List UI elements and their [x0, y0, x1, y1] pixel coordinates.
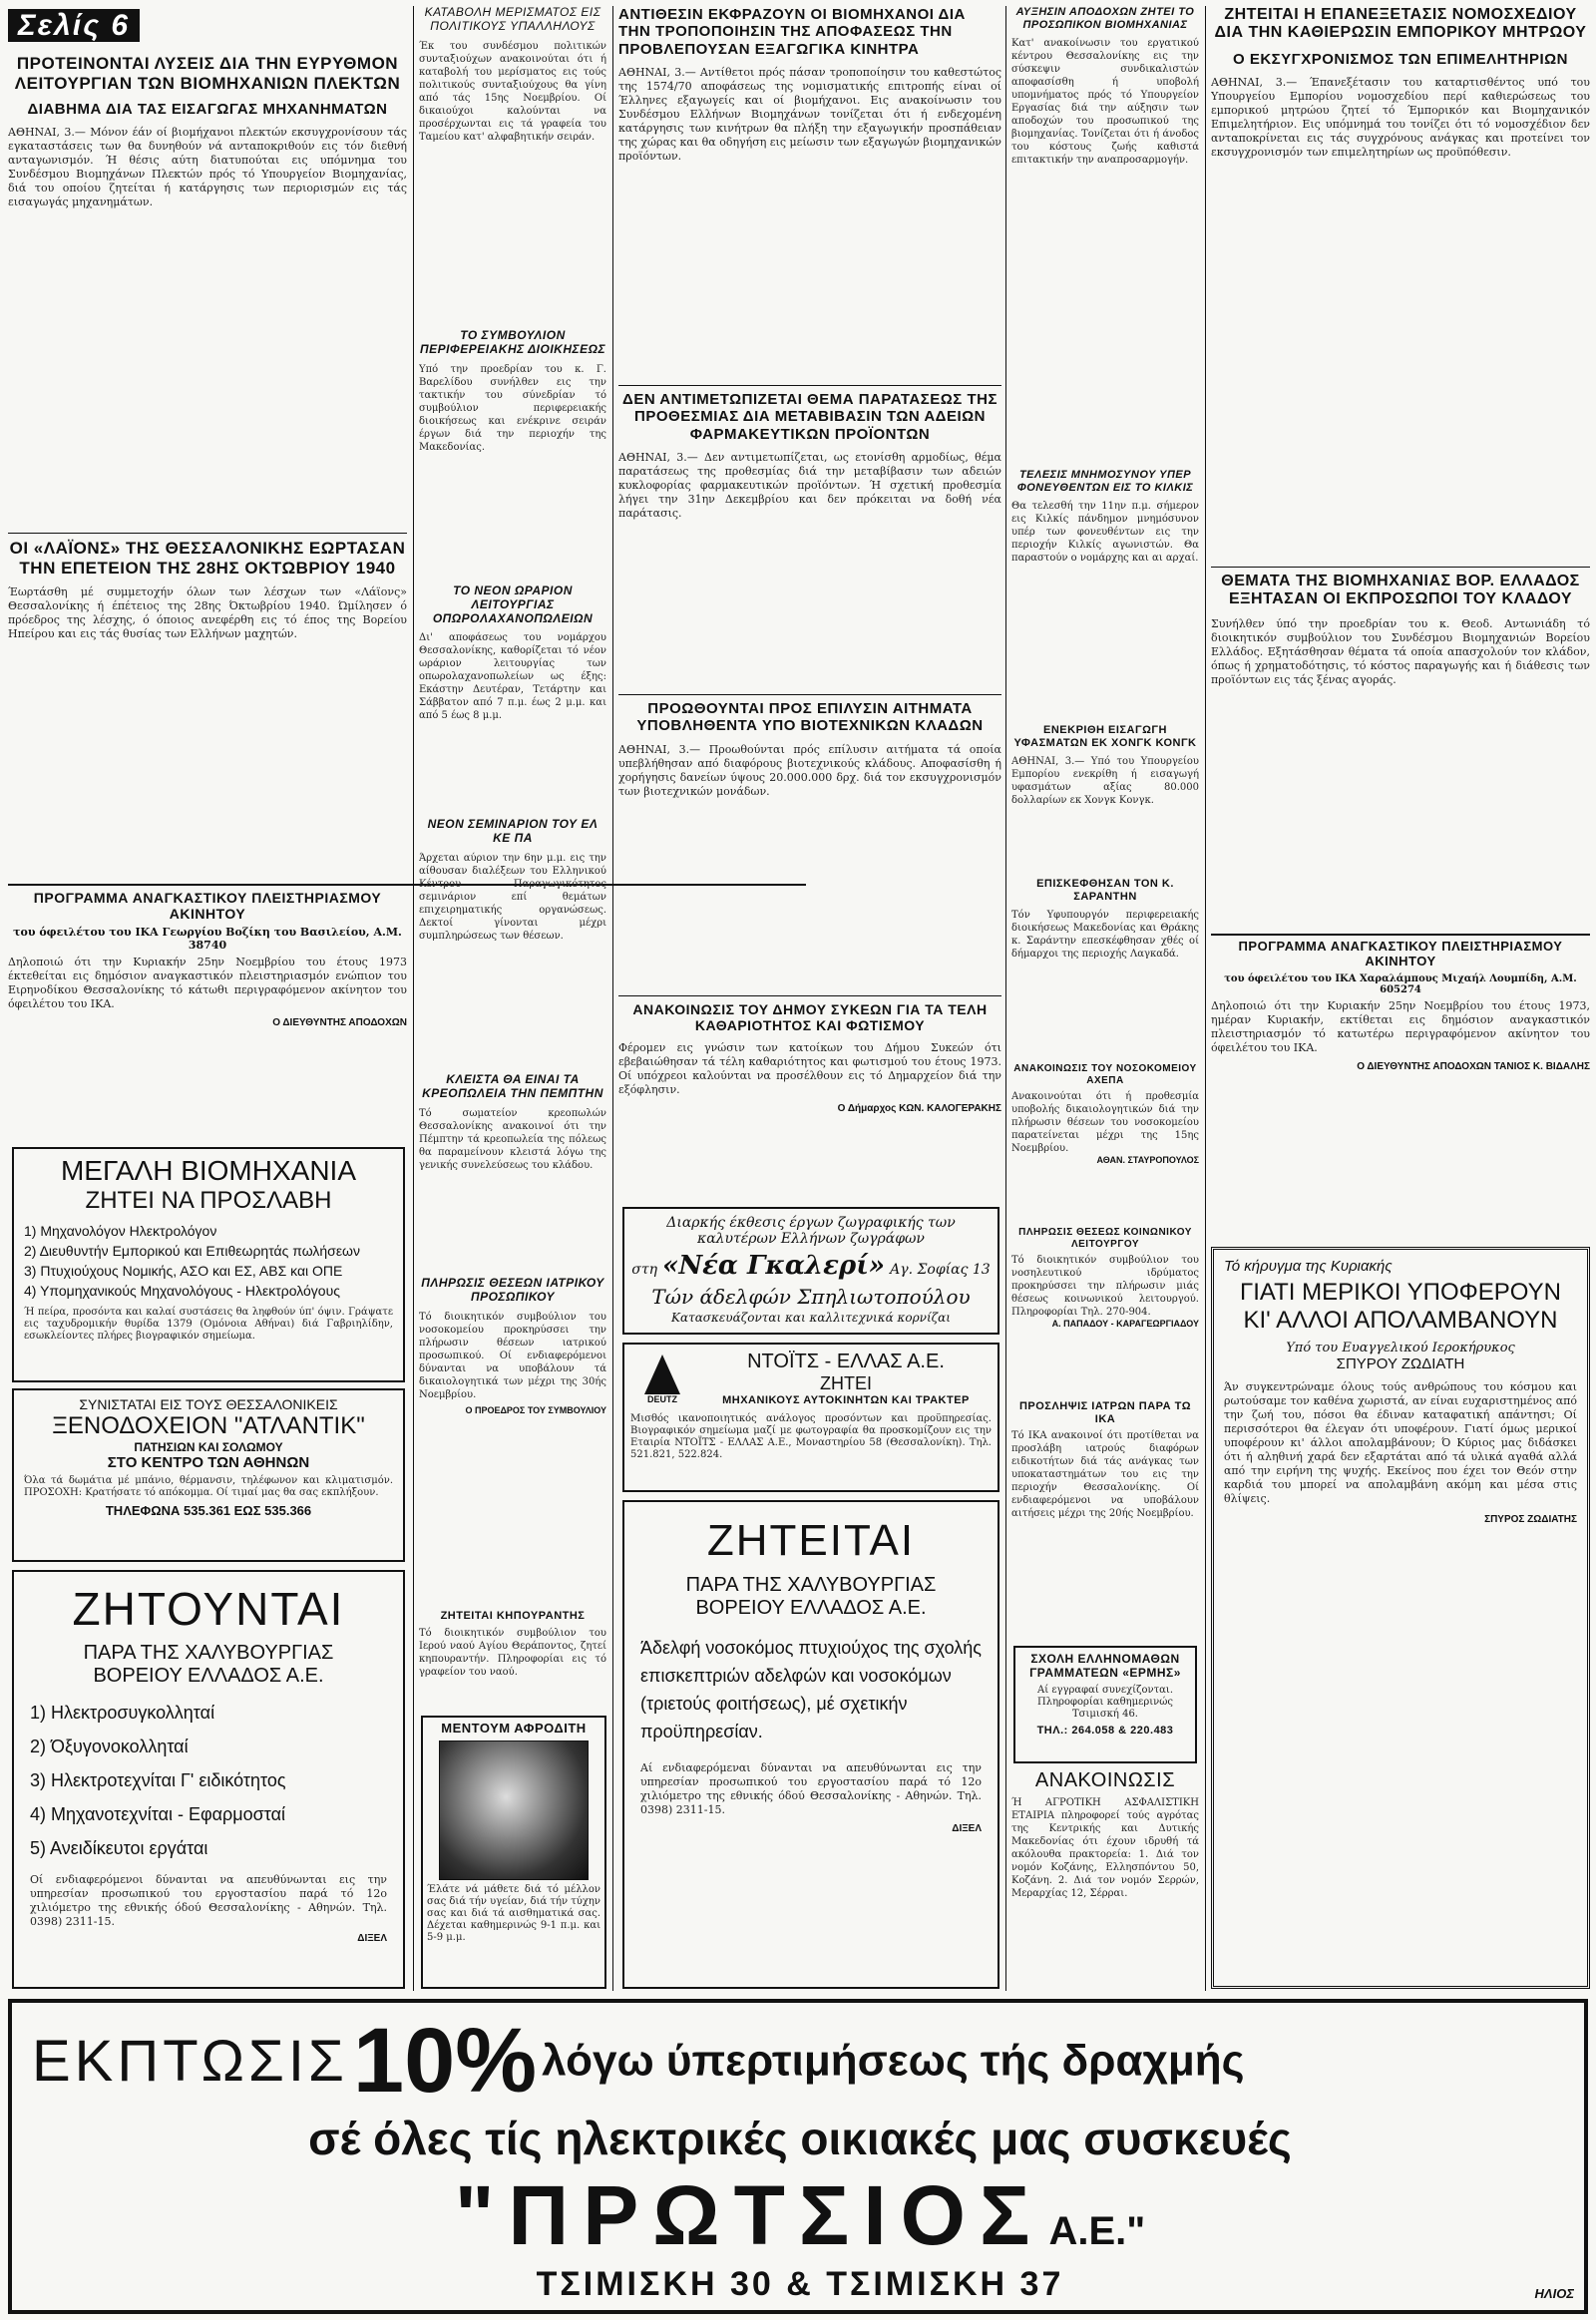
- steel1-h2: ΠΑΡΑ ΤΗΣ ΧΑΛΥΒΟΥΡΓΙΑΣ: [83, 1642, 334, 1664]
- column-divider: [413, 6, 414, 1991]
- headline-pharma-licenses: ΔΕΝ ΑΝΤΙΜΕΤΩΠΙΖΕΤΑΙ ΘΕΜΑ ΠΑΡΑΤΑΣΕΩΣ ΤΗΣ ΠΡΟΘΕΣΜΙΑΣ ΔΙΑ ΜΕΤΑΒΙΒΑΣΙΝ ΤΩΝ ΑΔΕΙΩΝ ΦΑΡΜΑΚΕΥΤΙΚΩΝ ΠΡΟΪΟΝΤΩΝ: [622, 391, 998, 443]
- headline-export-incentives: ΑΝΤΙΘΕΣΙΝ ΕΚΦΡΑΖΟΥΝ ΟΙ ΒΙΟΜΗΧΑΝΟΙ ΔΙΑ ΤΗΝ ΤΡΟΠΟΠΟΙΗΣΙΝ ΤΗΣ ΑΠΟΦΑΣΕΩΣ ΤΗΝ ΠΡΟΒΛΕΠΟΥΣΑΝ ΕΞΑΓΩΓΙΚΑ ΚΙΝΗΤΡΑ: [618, 6, 966, 58]
- subhead-knitwear: ΔΙΑΒΗΜΑ ΔΙΑ ΤΑΣ ΕΙΣΑΓΩΓΑΣ ΜΗΧΑΝΗΜΑΤΩΝ: [27, 101, 388, 119]
- hotel-line1: ΣΥΝΙΣΤΑΤΑΙ ΕΙΣ ΤΟΥΣ ΘΕΣΣΑΛΟΝΙΚΕΙΣ: [79, 1396, 338, 1412]
- school-body: Αί εγγραφαί συνεχίζονται. Πληροφορίαι καθημερινώς Τσιμισκή 46.: [1037, 1684, 1173, 1720]
- steel2-body: Άδελφή νοσοκόμος πτυχιούχος της σχολής επισκεπτριών αδελφών και νοσοκόμων (τριετούς φοιτήσεως), μέ σχετικήν προϋπηρεσίαν.: [640, 1638, 982, 1741]
- gallery-addr: Αγ. Σοφίας 13: [890, 1262, 991, 1278]
- article-auction-2: [1211, 940, 1590, 1239]
- divider: [618, 995, 1001, 996]
- hotel-address: ΠΑΤΗΣΙΩΝ ΚΑΙ ΣΟΛΩΜΟΥ: [134, 1440, 283, 1454]
- headline-memorial: ΤΕΛΕΣΙΣ ΜΝΗΜΟΣΥΝΟΥ ΥΠΕΡ ΦΟΝΕΥΘΕΝΤΩΝ ΕΙΣ ΤΟ ΚΙΛΚΙΣ: [1016, 469, 1194, 494]
- ad-steel-zitetai: [622, 1500, 999, 1989]
- headline-sykies-fees: ΑΝΑΚΟΙΝΩΣΙΣ ΤΟΥ ΔΗΜΟΥ ΣΥΚΕΩΝ ΓΙΑ ΤΑ ΤΕΛΗ ΚΑΘΑΡΙΟΤΗΤΟΣ ΚΑΙ ΦΩΤΙΣΜΟΥ: [632, 1001, 988, 1034]
- banner-brand-suffix: Α.Ε.": [1048, 2209, 1146, 2253]
- banner-discount-value: 10%: [352, 2010, 538, 2109]
- sermon-headline-2: ΚΙ' ΑΛΛΟΙ ΑΠΟΛΑΜΒΑΝΟΥΝ: [1243, 1307, 1558, 1334]
- page-number-tag: [8, 6, 207, 50]
- headline-crafts-requests: ΠΡΟΩΘΟΥΝΤΑΙ ΠΡΟΣ ΕΠΙΛΥΣΙΝ ΑΙΤΗΜΑΤΑ ΥΠΟΒΛΗΘΕΝΤΑ ΥΠΟ ΒΙΟΤΕΧΝΙΚΩΝ ΚΛΑΔΩΝ: [636, 700, 984, 735]
- school-tel: ΤΗΛ.: 264.058 & 220.483: [1036, 1724, 1174, 1737]
- steel1-job: 4) Μηχανοτεχνίται - Εφαρμοσταί: [30, 1804, 286, 1824]
- headline-ika-doctors: ΠΡΟΣΛΗΨΙΣ ΙΑΤΡΩΝ ΠΑΡΑ ΤΩ ΙΚΑ: [1018, 1400, 1192, 1425]
- steel1-h3: ΒΟΡΕΙΟΥ ΕΛΛΑΔΟΣ Α.Ε.: [93, 1665, 324, 1687]
- article-medical-posts: [419, 1277, 606, 1606]
- body-northern-industry: Συνήλθεν ύπό την προεδρίαν του κ. Θεοδ. Αντωνιάδη τό διοικητικόν συμβούλιον του Συνδέσμου Βιομηχανιών Βορείου Ελλάδος. Εξητάσθησαν θέματα τά οποία απασχολούν τον κλάδον, όπως ή χρηματοδότησις, τό κόστος παραγωγής και ή διάθεσις των προϊόντων εις τάς ξένας αγοράς.: [1211, 616, 1590, 686]
- article-auction-1: [8, 890, 407, 1139]
- body-sykies-fees: Φέρομεν εις γνώσιν των κατοίκων του Δήμου Συκεών ότι εβεβαιώθησαν τά τέλη καθαριότητος και φωτισμού του έτους 1973. Οί υπόχρεοι καλούνται να προσέλθουν εις τό Δημαρχείον διά την εξόφλησιν.: [618, 1041, 1001, 1097]
- divider: [1211, 934, 1590, 936]
- headline-butchers: ΚΛΕΙΣΤΑ ΘΑ ΕΙΝΑΙ ΤΑ ΚΡΕΟΠΩΛΕΙΑ ΤΗΝ ΠΕΜΠΤΗΝ: [422, 1073, 603, 1100]
- body-memorial: Θα τελεσθή την 11ην π.μ. σήμερον εις Κιλκίς πάνδημον μνημόσυνον υπέρ των φονευθέντων εις την περιοχήν Κιλκίς αγωνιστών. Θα παραστούν ο νομάρχης και αι αρχαί.: [1011, 501, 1199, 565]
- article-fabrics-import: [1011, 724, 1199, 874]
- article-wage-increase: [1011, 6, 1199, 465]
- article-commercial-registry: [1211, 6, 1590, 565]
- article-crafts-requests: [618, 700, 1001, 993]
- hotel-phone-label: ΤΗΛΕΦΩΝΑ: [105, 1503, 181, 1518]
- article-northern-industry: [1211, 573, 1590, 932]
- body-butchers: Τό σωματείον κρεοπωλών Θεσσαλονίκης ανακοινοί ότι την Πέμπτην τά κρεοπωλεία της πόλεως θα παραμείνουν κλειστά λόγω της γενικής συνελεύσεως του κλάδου.: [419, 1107, 606, 1171]
- steel1-h1: ΖΗΤΟΥΝΤΑΙ: [72, 1583, 345, 1635]
- hotel-desc: Όλα τά δωμάτια μέ μπάνιο, θέρμανσιν, τηλέφωνον και κλιματισμόν. ΠΡΟΣΟΧΗ: Κρατήσατε τό απόκομμα. Οί τιμαί μας θα σας εκπλήξουν.: [24, 1475, 393, 1498]
- deutz-sub: ΜΗΧΑΝΙΚΟΥΣ ΑΥΤΟΚΙΝΗΤΩΝ ΚΑΙ ΤΡΑΚΤΕΡ: [722, 1394, 970, 1406]
- ad-deutz-hellas: [622, 1343, 999, 1492]
- body-announcements: Ή ΑΓΡΟΤΙΚΗ ΑΣΦΑΛΙΣΤΙΚΗ ΕΤΑΙΡΙΑ πληροφορεί τούς αγρότας της Κεντρικής και Δυτικής Μακεδονίας ότι έχουν ιδρυθή τά ακόλουθα πρακτορεία: 1. Διά τον νομόν Κοζάνης, Ελλησπόντου 50, Κοζάνη. 2. Διά τον νομόν Σερρών, Μεραρχίας 12, Σέρραι.: [1011, 1797, 1199, 1899]
- mentoum-title: ΜΕΝΤΟΥΜ ΑΦΡΟΔΙΤΗ: [441, 1721, 587, 1736]
- article-regional-council: [419, 329, 606, 579]
- hotel-name: ΞΕΝΟΔΟΧΕΙΟΝ "ΑΤΛΑΝΤΙΚ": [52, 1412, 365, 1439]
- headline-dividend: ΚΑΤΑΒΟΛΗ ΜΕΡΙΣΜΑΤΟΣ ΕΙΣ ΠΟΛΙΤΙΚΟΥΣ ΥΠΑΛΛΗΛΟΥΣ: [424, 6, 601, 33]
- ad-industry-h1: ΜΕΓΑΛΗ ΒΙΟΜΗΧΑΝΙΑ: [60, 1155, 357, 1186]
- sermon-author: ΣΠΥΡΟΥ ΖΩΔΙΑΤΗ: [1336, 1355, 1465, 1372]
- body-pharma-licenses: ΑΘΗΝΑΙ, 3.— Δεν αντιμετωπίζεται, ως ετονίσθη αρμοδίως, θέμα παρατάσεως της προθεσμίας διά την μεταβίβασιν των αδειών κυκλοφορίας φαρμακευτικών προϊόντων. Ή σχετική προθεσμία λήγει την 31ην Δεκεμβρίου και δεν πρόκειται να δοθή νέα παράτασις.: [618, 450, 1001, 520]
- steel1-job: 1) Ηλεκτροσυγκολληταί: [30, 1703, 215, 1723]
- banner-discount-word: ΕΚΠΤΩΣΙΣ: [32, 2029, 348, 2094]
- subhead-commercial-registry: Ο ΕΚΣΥΓΧΡΟΝΙΣΜΟΣ ΤΩΝ ΕΠΙΜΕΛΗΤΗΡΙΩΝ: [1233, 50, 1568, 68]
- article-gardener: [419, 1610, 606, 1710]
- ad-big-industry: [12, 1147, 405, 1382]
- steel1-sig: ΔΙΞΕΛ: [357, 1933, 387, 1944]
- body-seminar: Άρχεται αύριον την 6ην μ.μ. εις την αίθουσαν διαλέξεων του Ελληνικού Κέντρου Παραγωγικότητος σεμινάριον επί θεμάτων επιχειρηματικής οργανώσεως. Δεκτοί γίνονται μέχρι συμπληρώσεως των θέσεων.: [419, 852, 606, 942]
- gallery-line1: Διαρκής έκθεσις έργων ζωγραφικής των καλυτέρων Ελλήνων ζωγράφων: [666, 1215, 956, 1247]
- banner-protsios: [8, 1999, 1588, 2314]
- divider: [8, 533, 407, 534]
- banner-line-2: σέ όλες τίς ηλεκτρικές οικιακές μας συσκευές: [308, 2113, 1292, 2164]
- headline-auction-1: ΠΡΟΓΡΑΜΜΑ ΑΝΑΓΚΑΣΤΙΚΟΥ ΠΛΕΙΣΤΗΡΙΑΣΜΟΥ ΑΚΙΝΗΤΟΥ: [33, 890, 382, 923]
- banner-brand: [32, 2170, 1568, 2260]
- gallery-line3: Κατασκευάζονται και καλλιτεχνικά κορνίζαι: [671, 1311, 951, 1325]
- gallery-name: «Νέα Γκαλερί»: [662, 1251, 886, 1281]
- divider: [1211, 567, 1590, 568]
- article-butchers: [419, 1073, 606, 1273]
- body-regional-council: Υπό την προεδρίαν του κ. Γ. Βαρελίδου συνήλθεν εις την τακτικήν του σύνεδρίαν τό συμβούλιον περιφερειακής διοικήσεως και ενέκρινε σειράν έργων διά την περιοχήν της Μακεδονίας.: [419, 363, 606, 453]
- body-export-incentives: ΑΘΗΝΑΙ, 3.— Αντίθετοι πρός πάσαν τροποποίησιν του καθεστώτος της 1574/70 αποφάσεως της νομισματικής επιτροπής είναι οί Έλληνες εξαγωγείς και οί βιομήχανοι. Εις ανακοίνωσιν του Συνδέσμου Ελλήνων Βιομηχάνων τονίζεται ότι ή ενδεχομένη κατάργησις των κινήτρων θα πλήξη την εξαγωγικήν προσπάθειαν της χώρας και θα οδηγήση εις μείωσιν των εξαγωγών βιομηχανικών προϊόντων.: [618, 65, 1001, 163]
- headline-sarantis-visit: ΕΠΙΣΚΕΦΘΗΣΑΝ ΤΟΝ Κ. ΣΑΡΑΝΤΗΝ: [1036, 878, 1174, 903]
- body-auction-1: Δηλοποιώ ότι την Κυριακήν 25ην Νοεμβρίου του έτους 1973 έκτεθείται εις δημόσιον αναγκαστικόν πλειστηριασμόν ενώπιον του Ειρηνοδίκου Θεσσαλονίκης τό κάτωθι περιγραφόμενον ακίνητον του όφειλέτου του ΙΚΑ.: [8, 956, 407, 1011]
- ad-industry-note: Ή πείρα, προσόντα και καλαί συστάσεις θα ληφθούν ύπ' όψιν. Γράψατε εις ταχυδρομικήν θυρίδα 1379 (Ομόνοια Αθήναι) διά Γαβριηλίδην, εσωκλείοντες πλήρες βιογραφικόν σημείωμα.: [24, 1307, 393, 1342]
- deutz-logo: [632, 1354, 692, 1414]
- steel1-note: Οί ενδιαφερόμενοι δύνανται να απευθύνωνται εις την υπηρεσίαν προσωπικού του εργοστασίου παρά τό 12ο χιλιόμετρο της εθνικής όδού Θεσσαλονίκης - Αθηνών. Τηλ. 0398) 2311-15.: [30, 1873, 387, 1928]
- steel2-h1: ΖΗΤΕΙΤΑΙ: [706, 1516, 916, 1565]
- steel2-sig: ΔΙΞΕΛ: [952, 1823, 982, 1834]
- mentoum-body: Έλάτε νά μάθετε διά τό μέλλον σας διά τήν υγείαν, διά τήν τύχην σας και διά τά αισθηματικά σας. Δέχεται καθημερινώς 9-1 π.μ. και 5-9 μ.μ.: [427, 1883, 600, 1943]
- headline-wage-increase: ΑΥΞΗΣΙΝ ΑΠΟΔΟΧΩΝ ΖΗΤΕΙ ΤΟ ΠΡΟΣΩΠΙΚΟΝ ΒΙΟΜΗΧΑΝΙΑΣ: [1015, 6, 1195, 31]
- headline-grocer-hours: ΤΟ ΝΕΟΝ ΩΡΑΡΙΟΝ ΛΕΙΤΟΥΡΓΙΑΣ ΟΠΩΡΟΛΑΧΑΝΟΠΩΛΕΙΩΝ: [432, 584, 594, 625]
- column-divider: [1005, 6, 1006, 1991]
- steel1-job-list: [30, 1696, 387, 1865]
- column-divider: [1205, 6, 1206, 1991]
- headline-achepa: ΑΝΑΚΟΙΝΩΣΙΣ ΤΟΥ ΝΟΣΟΚΟΜΕΙΟΥ ΑΧΕΠΑ: [1013, 1063, 1197, 1086]
- sermon-sig: ΣΠΥΡΟΣ ΖΩΔΙΑΤΗΣ: [1484, 1514, 1577, 1525]
- article-sykies-fees: [618, 1001, 1001, 1201]
- ad-industry-h2: ΖΗΤΕΙ ΝΑ ΠΡΟΣΛΑΒΗ: [85, 1187, 332, 1214]
- headline-fabrics-import: ΕΝΕΚΡΙΘΗ ΕΙΣΑΓΩΓΗ ΥΦΑΣΜΑΤΩΝ ΕΚ ΧΟΝΓΚ ΚΟΝΓΚ: [1013, 724, 1197, 749]
- steel1-job: 2) Όξυγονοκολληταί: [30, 1737, 189, 1756]
- article-sarantis-visit: [1011, 878, 1199, 1057]
- hotel-phones: [24, 1503, 393, 1518]
- headline-lions: ΟΙ «ΛΑΪΟΝΣ» ΤΗΣ ΘΕΣΣΑΛΟΝΙΚΗΣ ΕΩΡΤΑΣΑΝ ΤΗΝ ΕΠΕΤΕΙΟΝ ΤΗΣ 28ΗΣ ΟΚΤΩΒΡΙΟΥ 1940: [9, 539, 406, 578]
- body-dividend: Έκ του συνδέσμου πολιτικών συνταξιούχων ανακοινούται ότι ή καταβολή του μερίσματος εις τούς πολιτικούς συνταξιούχους θα γίνη από τάς 15ης Νοεμβρίου. Οί δικαιούχοι καλούνται να προσέρχωνται εις τά γραφεία του Ταμείου κατ' αλφαβητικήν σειράν.: [419, 40, 606, 143]
- body-gardener: Τό διοικητικόν συμβούλιον του Ιερού ναού Αγίου Θεράποντος, ζητεί κηπουραντήν. Πληροφορίαι εις τό γραφείον του ναού.: [419, 1627, 606, 1678]
- ad-nea-gallery: [622, 1207, 999, 1335]
- steel2-h2: ΠΑΡΑ ΤΗΣ ΧΑΛΥΒΟΥΡΓΙΑΣ: [685, 1574, 937, 1596]
- ad-steel-zitountai: [12, 1570, 405, 1989]
- article-announcements: [1011, 1769, 1199, 1989]
- body-auction-2: Δηλοποιώ ότι την Κυριακήν 25ην Νοεμβρίου του έτους 1973, ημέραν Κυριακήν, εκτίθεται εις δημόσιον αναγκαστικόν πλειστηριασμόν τό κατωτέρω περιγραφόμενον ακίνητον του όφειλέτου του ΙΚΑ.: [1211, 998, 1590, 1054]
- steel1-job: 3) Ηλεκτροτεχνίται Γ' ειδικότητος: [30, 1770, 286, 1790]
- gallery-at: στη: [631, 1262, 657, 1278]
- deutz-body: Μισθός ικανοποιητικός ανάλογος προσόντων και προϋπηρεσίας. Βιογραφικόν σημείωμα μαζί με φωτογραφία θα προσκομίζουν εις την Εταιρία ΝΤΟΪΤΣ - ΕΛΛΑΣ Α.Ε., Μοναστηρίου 58 (Θεσσαλονίκη). Τηλ. 521.821, 522.824.: [630, 1412, 992, 1460]
- body-medical-posts: Τό διοικητικόν συμβούλιον του νοσοκομείου προκηρύσσει την πλήρωσιν θέσεων ιατρικού προσωπικού. Οί ενδιαφερόμενοι δύνανται να υποβάλουν τά δικαιολογητικά των μέχρι της 30ής Νοεμβρίου.: [419, 1311, 606, 1400]
- body-fabrics-import: ΑΘΗΝΑΙ, 3.— Υπό του Υπουργείου Εμπορίου ενεκρίθη ή εισαγωγή υφασμάτων αξίας 80.000 δολλαρίων εκ Χονγκ Κονγκ.: [1011, 756, 1199, 807]
- deutz-headline: ΝΤΟΪΤΣ - ΕΛΛΑΣ Α.Ε.: [747, 1351, 945, 1372]
- body-crafts-requests: ΑΘΗΝΑΙ, 3.— Προωθούνται πρός επίλυσιν αιτήματα τά οποία υπεβλήθησαν από διαφόρους βιοτεχνικούς κλάδους. Αποφασίσθη ή χορήγησις δανείων ύψους 20.000.000 δρχ. διά τον εκσυγχρονισμόν των βιοτεχνικών μονάδων.: [618, 742, 1001, 798]
- banner-signature: ΗΛΙΟΣ: [1534, 2286, 1574, 2301]
- headline-regional-council: ΤΟ ΣΥΜΒΟΥΛΙΟΝ ΠΕΡΙΦΕΡΕΙΑΚΗΣ ΔΙΟΙΚΗΣΕΩΣ: [419, 329, 606, 356]
- ad-industry-item: 4) Υπομηχανικούς Μηχανολόγους - Ηλεκτρολόγους: [24, 1283, 340, 1299]
- headline-gardener: ΖΗΤΕΙΤΑΙ ΚΗΠΟΥΡΑΝΤΗΣ: [440, 1610, 586, 1622]
- article-ika-doctors: [1011, 1400, 1199, 1640]
- article-social-worker: [1011, 1227, 1199, 1396]
- gallery-name-row: [630, 1251, 992, 1281]
- banner-line-1: [32, 2009, 1568, 2109]
- article-pharma-licenses: [618, 391, 1001, 690]
- banner-discount-reason: λόγω ύπερτιμήσεως τής δραχμής: [542, 2036, 1245, 2086]
- body-sarantis-visit: Τόν Υφυπουργόν περιφερειακής διοικήσεως Μακεδονίας και Θράκης κ. Σαράντην επεσκέφθησαν χθές οί δήμαρχοι της περιοχής Λαγκαδά.: [1011, 910, 1199, 961]
- article-achepa: [1011, 1063, 1199, 1223]
- deutz-logo-text: DEUTZ: [647, 1394, 677, 1404]
- steel2-h3: ΒΟΡΕΙΟΥ ΕΛΛΑΔΟΣ Α.Ε.: [695, 1597, 927, 1619]
- article-export-incentives: [618, 6, 1001, 381]
- article-seminar: [419, 818, 606, 1067]
- subhead-auction-1: του όφειλέτου του ΙΚΑ Γεωργίου Βοζίκη του Βασιλείου, Α.Μ. 38740: [13, 926, 402, 953]
- gallery-line2: Τών άδελφών Σπηλιωτοπούλου: [651, 1285, 971, 1309]
- body-wage-increase: Κατ' ανακοίνωσιν του εργατικού κέντρου Θεσσαλονίκης εις την σύσκεψιν συνδικαλιστών αποφασίσθη ή υποβολή υπομνήματος πρός τό Υπουργείον Εργασίας διά την αύξησιν των αποδοχών του προσωπικού της βιομηχανίας. Τονίζεται ότι ή άνοδος του κόστους ζωής καθιστά επιτακτικήν την αναπροσαρμογήν.: [1011, 38, 1199, 167]
- headline-social-worker: ΠΛΗΡΩΣΙΣ ΘΕΣΕΩΣ ΚΟΙΝΩΝΙΚΟΥ ΛΕΙΤΟΥΡΓΟΥ: [1018, 1227, 1192, 1250]
- body-ika-doctors: Τό ΙΚΑ ανακοινοί ότι προτίθεται να προσλάβη ιατρούς διαφόρων ειδικοτήτων διά τάς ανάγκας των υποκαταστημάτων του εις την περιοχήν Θεσσαλονίκης. Οί ενδιαφερόμενοι να υποβάλουν αιτήσεις μέχρι της 20ής Νοεμβρίου.: [1011, 1430, 1199, 1520]
- subhead-auction-2: του όφειλέτου του ΙΚΑ Χαραλάμπους Μιχαήλ Λουμπίδη, Α.Μ. 605274: [1224, 972, 1577, 995]
- sig-social-worker: Α. ΠΑΠΑΔΟΥ - ΚΑΡΑΓΕΩΡΓΙΑΔΟΥ: [1051, 1319, 1199, 1329]
- sermon-body: Άν συγκεντρώναμε όλους τούς ανθρώπους του κόσμου και ρωτούσαμε τον καθένα χωριστά, αν είναι ευχαριστημένος από την ζωή του, πόσοι θα έδιναν καταφατική απάντησι; Οί περισσότεροι θα έλεγαν ότι υποφέρουν. Γιατί όμως μερικοί υποφέρουν κι' άλλοι απολαμβάνουν; Ό Κύριος μας διδάσκει ότι ή αληθινή χαρά δεν εξαρτάται από τά υλικά αγαθά αλλά από την ειρήνη της ψυχής. Εκείνος που έχει τον Θεόν στην καρδιά του μπορεί να απολαμβάνη ακόμη και μέσα στις θλίψεις.: [1224, 1380, 1577, 1505]
- steel1-job: 5) Ανειδίκευτοι εργάται: [30, 1838, 208, 1858]
- banner-brand-name: "ΠΡΩΤΣΙΟΣ: [454, 2170, 1044, 2260]
- school-headline: ΣΧΟΛΗ ΕΛΛΗΝΟΜΑΘΩΝ ΓΡΑΜΜΑΤΕΩΝ «ΕΡΜΗΣ»: [1029, 1652, 1181, 1680]
- headline-seminar: ΝΕΟΝ ΣΕΜΙΝΑΡΙΟΝ ΤΟΥ ΕΛ ΚΕ ΠΑ: [427, 818, 598, 845]
- sig-sykies-fees: Ο Δήμαρχος ΚΩΝ. ΚΑΛΟΓΕΡΑΚΗΣ: [837, 1103, 1001, 1115]
- headline-auction-2: ΠΡΟΓΡΑΜΜΑ ΑΝΑΓΚΑΣΤΙΚΟΥ ΠΛΕΙΣΤΗΡΙΑΣΜΟΥ ΑΚΙΝΗΤΟΥ: [1238, 940, 1563, 968]
- body-lions: Έωρτάσθη μέ συμμετοχήν όλων των λέσχων των «Λάϊονς» Θεσσαλονίκης ή έπέτειος της 28ης Όκτωβρίου 1940. Ώμίλησεν ό πρόεδρος της λέσχης, ό όποιος ανεφέρθη εις τό έπος της Βορείου Ηπείρου και εις τάς θυσίας των Ελλήνων μαχητών.: [8, 585, 407, 641]
- sig-auction-1: Ο ΔΙΕΥΘΥΝΤΗΣ ΑΠΟΔΟΧΩΝ: [272, 1017, 407, 1029]
- ad-industry-item: 2) Διευθυντήν Εμπορικού και Επιθεωρητάς πωλήσεων: [24, 1243, 360, 1259]
- headline-knitwear: ΠΡΟΤΕΙΝΟΝΤΑΙ ΛΥΣΕΙΣ ΔΙΑ ΤΗΝ ΕΥΡΥΘΜΟΝ ΛΕΙΤΟΥΡΓΙΑΝ ΤΩΝ ΒΙΟΜΗΧΑΝΙΩΝ ΠΛΕΚΤΩΝ: [14, 54, 401, 93]
- sermon-by: Υπό του Ευαγγελικού Ιεροκήρυκος: [1286, 1341, 1515, 1355]
- article-grocer-hours: [419, 584, 606, 814]
- sermon-headline-1: ΓΙΑΤΙ ΜΕΡΙΚΟΙ ΥΠΟΦΕΡΟΥΝ: [1239, 1279, 1562, 1306]
- ad-school-ermis: [1013, 1646, 1197, 1763]
- article-lions: [8, 539, 407, 884]
- banner-address: ΤΣΙΜΙΣΚΗ 30 & ΤΣΙΜΙΣΚΗ 37: [536, 2265, 1064, 2303]
- article-knitwear: [8, 54, 407, 533]
- ad-industry-item: 3) Πτυχιούχους Νομικής, ΑΣΟ και ΕΣ, ΑΒΣ και ΟΠΕ: [24, 1263, 343, 1279]
- article-dividend: [419, 6, 606, 323]
- sermon-box: [1211, 1247, 1590, 1989]
- divider: [618, 385, 1001, 386]
- fortune-teller-photo: [439, 1740, 589, 1880]
- deutz-headline-2: ΖΗΤΕΙ: [820, 1373, 872, 1393]
- body-social-worker: Τό διοικητικόν συμβούλιον του νοσηλευτικού ιδρύματος προκηρύσσει την πλήρωσιν μιάς θέσεως κοινωνικού λειτουργού. Πληροφορίαι Τηλ. 270-904.: [1011, 1255, 1199, 1318]
- hotel-phone-value: 535.361 ΕΩΣ 535.366: [184, 1503, 312, 1518]
- sig-medical-posts: Ο ΠΡΟΕΔΡΟΣ ΤΟΥ ΣΥΜΒΟΥΛΙΟΥ: [465, 1404, 606, 1415]
- article-memorial: [1011, 469, 1199, 718]
- headline-announcements: ΑΝΑΚΟΙΝΩΣΙΣ: [1034, 1769, 1176, 1791]
- body-grocer-hours: Δι' αποφάσεως του νομάρχου Θεσσαλονίκης, καθορίζεται τό νέον ωράριον λειτουργίας των οπωρολαχανοπωλείων ως έξης: Εκάστην Δευτέραν, Τετάρτην και Σάββατον από 7 π.μ. έως 2 μ.μ. και από 5 έως 8 μ.μ.: [419, 632, 606, 722]
- ad-industry-item: 1) Μηχανολόγον Ηλεκτρολόγον: [24, 1223, 217, 1239]
- body-knitwear: ΑΘΗΝΑΙ, 3.— Μόνον έάν οί βιομήχανοι πλεκτών εκσυγχρονίσουν τάς εγκαταστάσεις των θα δυνηθούν νά ανταποκριθούν εις τόν διεθνή ανταγωνισμόν. Ή θέσις αύτη διατυπούται εις υπόμνημα του Συνδέσμου Βιομηχάνων Πλεκτών πρός τό Υπουργείον Βιομηχανίας, διά του οποίου ζητείται ή κατάργησις των περιορισμών εις τάς εισαγωγάς μηχανημάτων.: [8, 126, 407, 209]
- steel2-note: Αί ενδιαφερόμεναι δύνανται να απευθύνωνται εις την υπηρεσίαν προσωπικού του εργοστασίου παρά τό 12ο χιλιόμετρο της εθνικής όδού Θεσσαλονίκης - Αθηνών. Τηλ. 0398) 2311-15.: [640, 1761, 982, 1816]
- headline-medical-posts: ΠΛΗΡΩΣΙΣ ΘΕΣΕΩΝ ΙΑΤΡΙΚΟΥ ΠΡΟΣΩΠΙΚΟΥ: [421, 1277, 604, 1304]
- headline-northern-industry: ΘΕΜΑΤΑ ΤΗΣ ΒΙΟΜΗΧΑΝΙΑΣ ΒΟΡ. ΕΛΛΑΔΟΣ ΕΞΗΤΑΣΑΝ ΟΙ ΕΚΠΡΟΣΩΠΟΙ ΤΟΥ ΚΛΑΔΟΥ: [1221, 573, 1580, 608]
- divider: [618, 694, 1001, 695]
- body-achepa: Ανακοινούται ότι ή προθεσμία υποβολής δικαιολογητικών διά την πλήρωσιν θέσεων του νοσοκομείου παρατείνεται μέχρι της 15ης Νοεμβρίου.: [1011, 1091, 1199, 1154]
- ad-hotel-atlantik: [12, 1388, 405, 1562]
- page-tag-label: Σελίς 6: [8, 9, 140, 42]
- headline-commercial-registry: ΖΗΤΕΙΤΑΙ Η ΕΠΑΝΕΞΕΤΑΣΙΣ ΝΟΜΟΣΧΕΔΙΟΥ ΔΙΑ ΤΗΝ ΚΑΘΙΕΡΩΣΙΝ ΕΜΠΟΡΙΚΟΥ ΜΗΤΡΩΟΥ: [1214, 6, 1587, 42]
- deutz-logo-icon: [644, 1354, 680, 1394]
- sig-auction-2: Ο ΔΙΕΥΘΥΝΤΗΣ ΑΠΟΔΟΧΩΝ ΤΑΝΙΟΣ Κ. ΒΙΔΑΛΗΣ: [1357, 1060, 1590, 1072]
- column-divider: [612, 6, 613, 1991]
- body-commercial-registry: ΑΘΗΝΑΙ, 3.— Έπανεξέτασιν του καταρτισθέντος υπό του Υπουργείου Εμπορίου νομοσχεδίου περί καθιερώσεως του εμπορικού μητρώου ζητεί τό Έμπορικόν και Βιομηχανικόν Επιμελητήριον. Εις υπόμνημά του τονίζει ότι τό νομοσχέδιον δεν ανταποκρίνεται εις τάς συγχρόνους ανάγκας και προτείνει τον εκσυγχρονισμόν των επιμελητηρίων ως προϋπόθεσιν.: [1211, 76, 1590, 160]
- ad-mentoum-afroditi: [421, 1716, 606, 1989]
- hotel-location: ΣΤΟ ΚΕΝΤΡΟ ΤΩΝ ΑΘΗΝΩΝ: [107, 1454, 310, 1471]
- sig-achepa: ΑΘΑΝ. ΣΤΑΥΡΟΠΟΥΛΟΣ: [1096, 1155, 1199, 1165]
- sermon-intro: Τό κήρυγμα της Κυριακής: [1224, 1258, 1393, 1275]
